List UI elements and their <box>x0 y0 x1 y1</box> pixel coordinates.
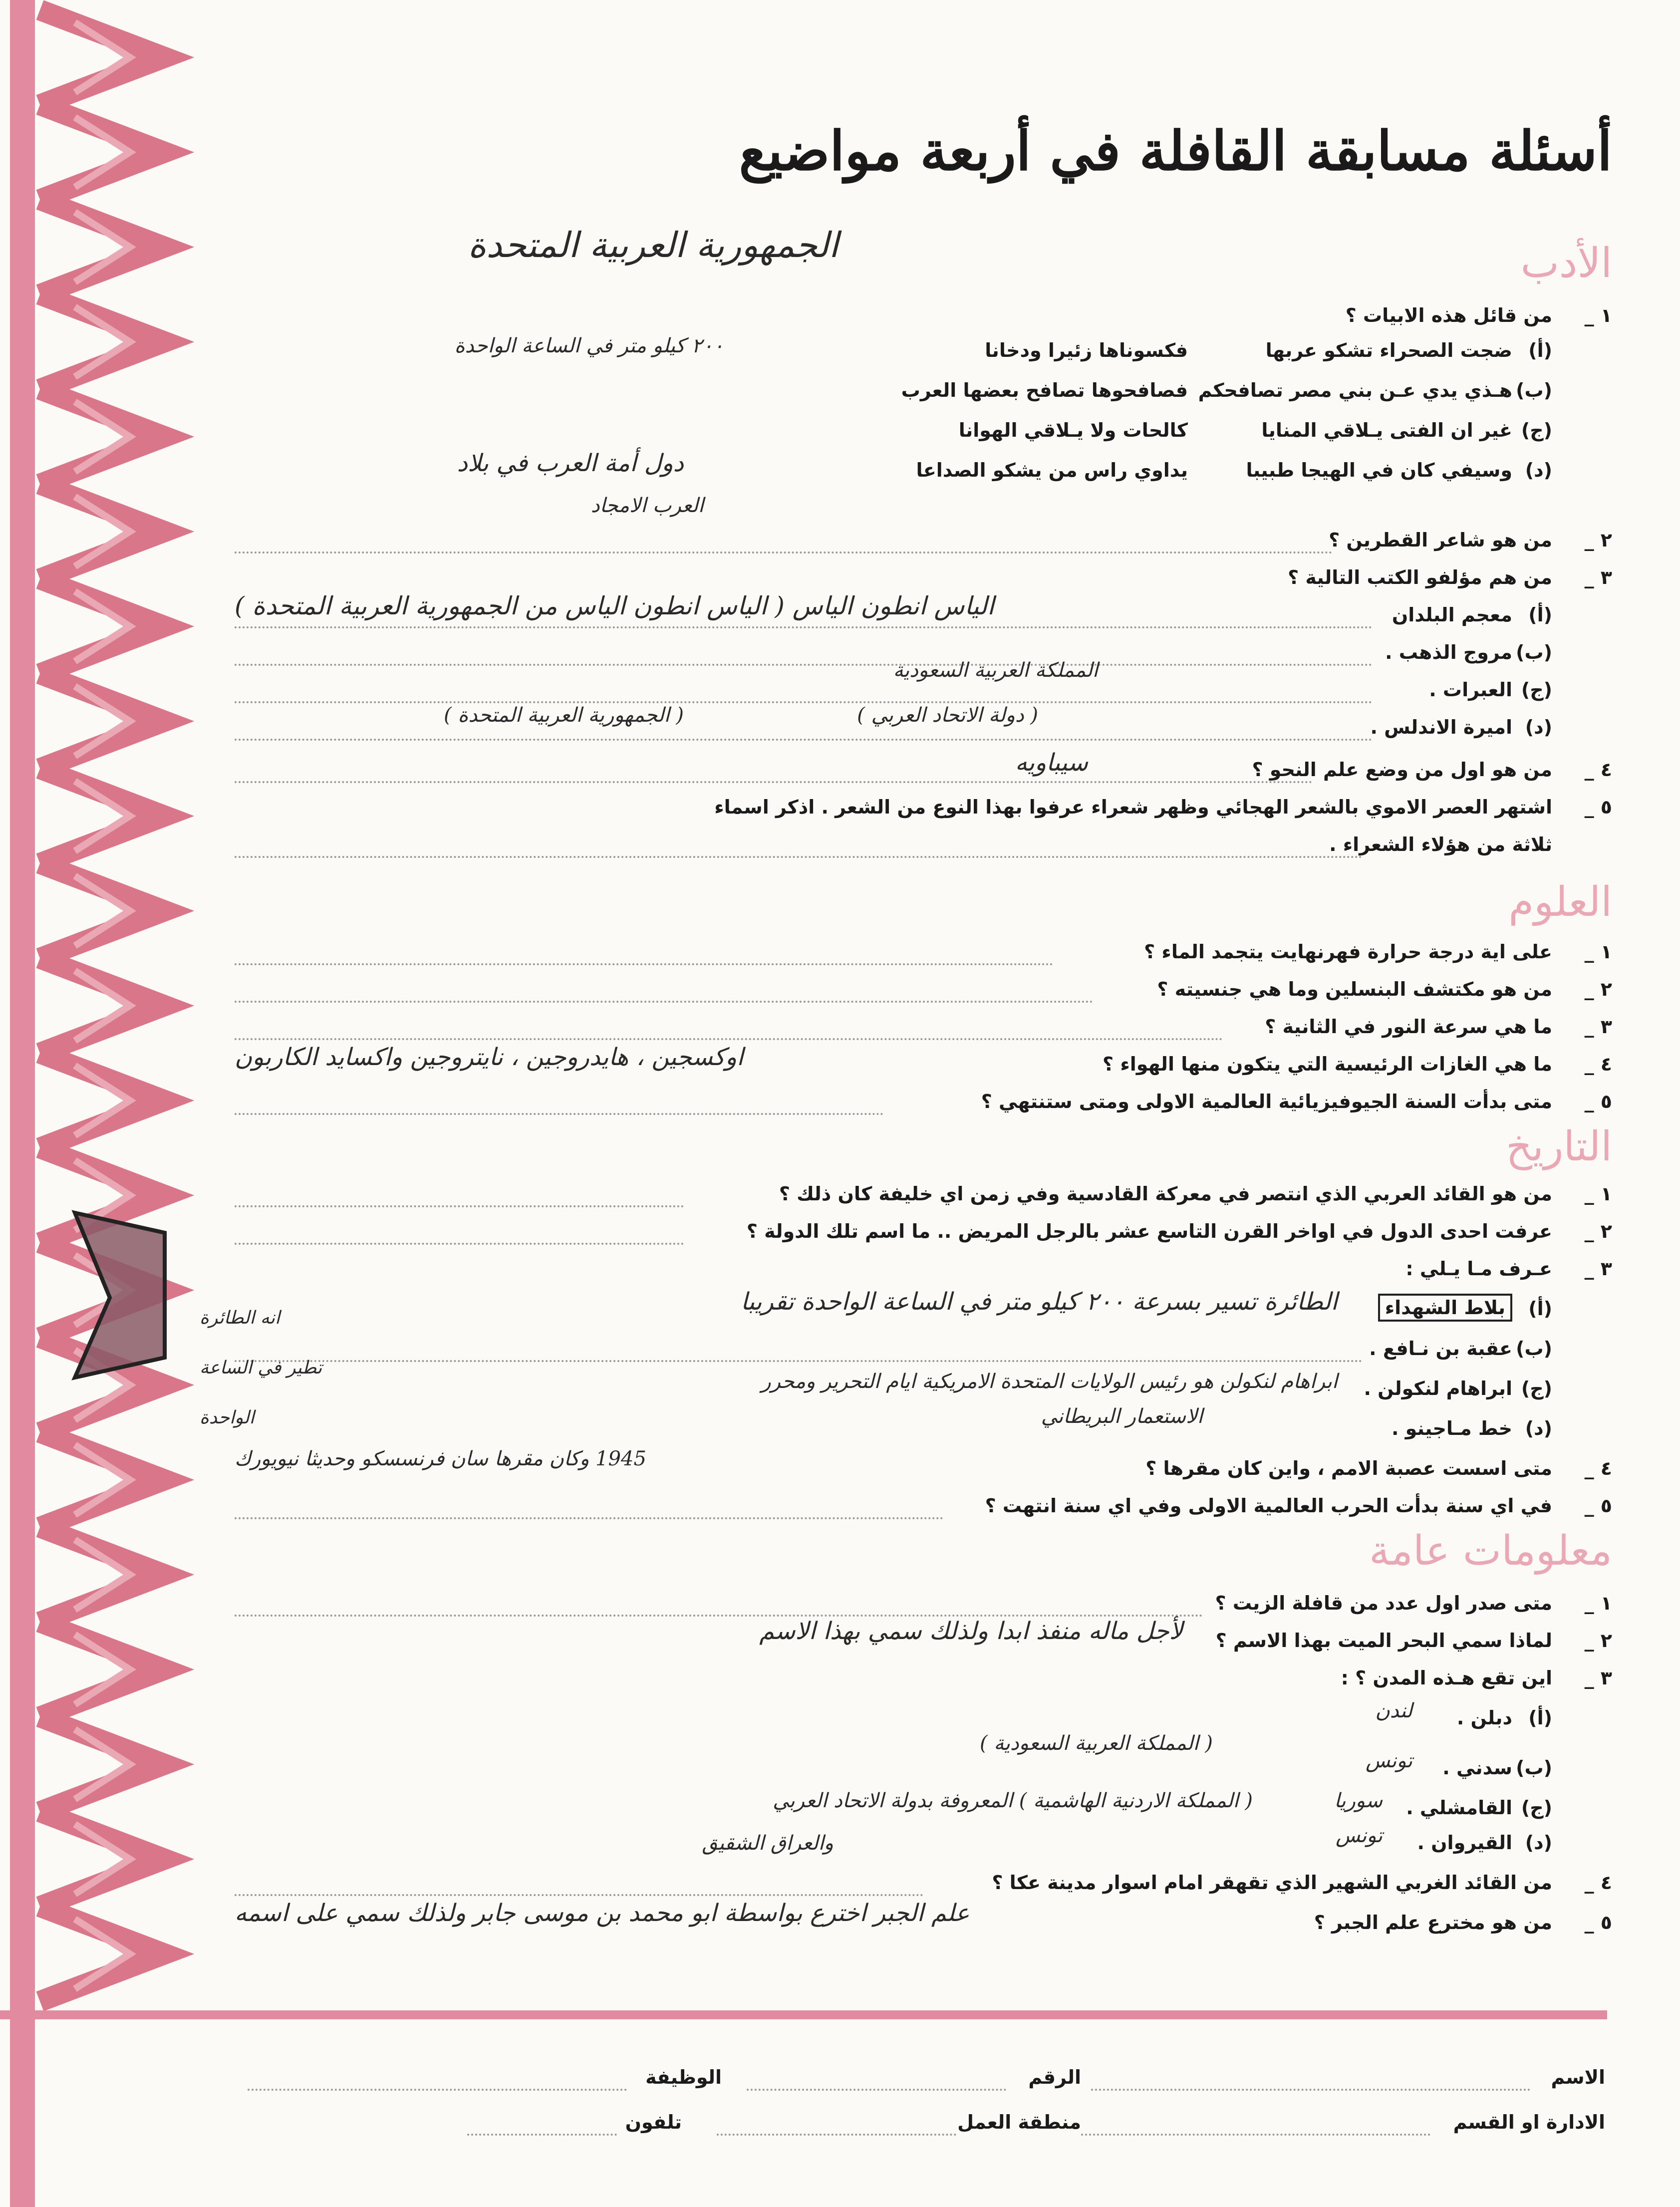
question-text: ما هي الغازات الرئيسية التي يتكون منها الهواء ؟ <box>1103 1053 1552 1075</box>
science-q4 <box>1103 1053 1612 1075</box>
answer-line <box>235 1001 1093 1003</box>
question-number: ١ _ <box>1584 941 1612 963</box>
handwritten-answer: علم الجبر اخترع بواسطة ابو محمد بن موسى جابر ولذلك سمي على اسمه <box>235 1899 970 1927</box>
questionnaire-page <box>200 100 1612 1986</box>
answer-line <box>235 626 1373 628</box>
question-text-continued: ثلاثة من هؤلاء الشعراء . <box>1329 833 1552 855</box>
history-item-label: (أ) <box>1528 1298 1552 1320</box>
verse-right: غير ان الفتى يـلاقي المنايا <box>1261 419 1512 441</box>
question-text: اين تقع هـذه المدن ؟ : <box>1341 1667 1552 1689</box>
book-title: معجم البلدان <box>1392 604 1512 626</box>
chevron-mark <box>40 294 165 389</box>
answer-line <box>235 701 1373 703</box>
history-q1 <box>779 1183 1612 1205</box>
question-number: ٤ _ <box>1584 759 1612 781</box>
work-area-field[interactable] <box>717 2134 956 2136</box>
book-title: مروج الذهب . <box>1385 641 1512 663</box>
verse-right: ضجت الصحراء تشكو عربها <box>1265 339 1512 361</box>
question-number: ٢ _ <box>1584 978 1612 1000</box>
verse-left: فكسوناها زئيرا ودخانا <box>985 339 1188 361</box>
question-text: متى بدأت السنة الجيوفيزيائية العالمية الاولى ومتى ستنتهي ؟ <box>981 1091 1552 1112</box>
chevron-mark <box>40 389 165 484</box>
answer-line <box>235 856 1363 858</box>
question-text: من قائل هذه الابيات ؟ <box>1345 304 1552 326</box>
question-number: ٣ _ <box>1584 566 1612 588</box>
literature-q2 <box>1329 529 1612 551</box>
science-q5 <box>981 1091 1612 1112</box>
phone-label: تلفون <box>625 2111 682 2133</box>
handwritten-answer: تونس <box>1336 1824 1383 1847</box>
history-q4 <box>1145 1457 1612 1479</box>
name-field[interactable] <box>1091 2089 1530 2091</box>
handwritten-answer: لأجل ماله منفذ ابدا ولذلك سمي بهذا الاسم <box>759 1617 1183 1645</box>
answer-line <box>235 1205 684 1207</box>
handwritten-answer: الاستعمار البريطاني <box>1041 1405 1203 1428</box>
question-number: ٢ _ <box>1584 529 1612 551</box>
general-q1 <box>1215 1592 1612 1614</box>
question-number: ٥ _ <box>1584 796 1612 818</box>
chevron-pattern <box>40 10 165 2001</box>
question-text: عرفت احدى الدول في اواخر القرن التاسع عشر بالرجل المريض .. ما اسم تلك الدولة ؟ <box>746 1220 1552 1242</box>
question-number: ٥ _ <box>1584 1912 1612 1933</box>
handwritten-margin-note: الواحدة <box>200 1407 255 1428</box>
answer-line <box>235 781 1313 783</box>
general-q2 <box>1216 1630 1612 1652</box>
city-name: القامشلي . <box>1406 1797 1512 1819</box>
question-number: ٣ _ <box>1584 1016 1612 1038</box>
section-title-general: معلومات عامة <box>1369 1527 1612 1575</box>
book-label: (أ) <box>1528 604 1552 626</box>
chevron-mark <box>40 769 165 863</box>
chevron-mark <box>40 105 165 200</box>
question-number: ٢ _ <box>1584 1630 1612 1652</box>
handwritten-answer: المملكة العربية السعودية <box>893 659 1098 682</box>
handwritten-margin-note: تطير في الساعة <box>200 1358 322 1378</box>
question-text: ما هي سرعة النور في الثانية ؟ <box>1265 1016 1552 1038</box>
book-label: (ج) <box>1521 679 1552 701</box>
science-q3 <box>1265 1016 1612 1038</box>
history-q2 <box>747 1220 1612 1242</box>
literature-q4 <box>1252 759 1612 781</box>
handwritten-answer: تونس <box>1366 1749 1412 1772</box>
literature-q1 <box>1346 304 1612 326</box>
chevron-mark <box>40 863 165 958</box>
handwritten-answer: ( المملكة العربية السعودية ) <box>979 1732 1213 1755</box>
chevron-mark <box>40 1527 165 1622</box>
question-text: على اية درجة حرارة فهرنهايت يتجمد الماء ؟ <box>1144 941 1552 963</box>
question-text: من هو مكتشف البنسلين وما هي جنسيته ؟ <box>1157 978 1552 1000</box>
name-label: الاسم <box>1551 2066 1605 2088</box>
literature-q3 <box>1288 566 1612 588</box>
history-item-label: (د) <box>1525 1417 1552 1439</box>
history-item-label: (ج) <box>1521 1378 1552 1399</box>
verse-label: (أ) <box>1528 339 1552 361</box>
question-number: ٤ _ <box>1584 1053 1612 1075</box>
handwritten-answer: ٢٠٠ كيلو متر في الساعة الواحدة <box>454 334 724 357</box>
verse-label: (د) <box>1525 459 1552 481</box>
handwritten-answer: الياس انطون الياس ( الياس انطون الياس من الجمهورية العربية المتحدة ) <box>235 591 994 620</box>
city-label: (ج) <box>1521 1797 1552 1819</box>
answer-line <box>235 1113 883 1115</box>
number-field[interactable] <box>747 2089 1006 2091</box>
job-label: الوظيفة <box>645 2066 722 2088</box>
chevron-mark <box>40 1053 165 1148</box>
section-title-literature: الأدب <box>1520 240 1612 287</box>
history-item-term: خط مـاجينو . <box>1392 1417 1512 1439</box>
handwritten-answer: دول أمة العرب في بلاد <box>457 449 684 477</box>
history-q3 <box>1405 1258 1612 1280</box>
chevron-mark <box>40 958 165 1053</box>
verse-left: يداوي راس من يشكو الصداعا <box>916 459 1188 481</box>
handwritten-answer: اوكسجين ، هايدروجين ، نايتروجين واكسايد الكاربون <box>235 1043 744 1071</box>
city-label: (أ) <box>1528 1707 1552 1729</box>
section-title-history: التاريخ <box>1506 1123 1612 1170</box>
city-name: القيروان . <box>1417 1832 1512 1854</box>
question-text: من هو مخترع علم الجبر ؟ <box>1314 1912 1552 1933</box>
answer-line <box>235 739 1373 741</box>
verse-label: (ب) <box>1516 379 1552 401</box>
city-name: دبلن . <box>1456 1707 1512 1729</box>
handwritten-answer: سوريا <box>1334 1789 1383 1812</box>
history-item-term: بلاط الشهداء <box>1378 1294 1512 1322</box>
handwritten-answer: ( الجمهورية العربية المتحدة ) <box>444 704 684 727</box>
answer-line <box>235 1243 684 1245</box>
verse-right: هـذي يدي عـن بني مصر تصافحكم <box>1198 379 1512 401</box>
question-text: متى صدر اول عدد من قافلة الزيت ؟ <box>1215 1592 1552 1614</box>
general-q3 <box>1341 1667 1612 1689</box>
history-item-term: ابراهام لنكولن . <box>1364 1378 1512 1399</box>
handwritten-answer: ( دولة الاتحاد العربي ) <box>857 704 1038 727</box>
job-field[interactable] <box>248 2089 627 2091</box>
chevron-mark <box>40 1432 165 1527</box>
department-field[interactable] <box>1081 2134 1430 2136</box>
footer-rule-line <box>0 2006 1680 2026</box>
hand-drawn-arrow-mark <box>75 1213 165 1378</box>
handwritten-answer: والعراق الشقيق <box>702 1832 834 1855</box>
question-text: من هم مؤلفو الكتب التالية ؟ <box>1288 566 1552 588</box>
book-label: (ب) <box>1516 641 1552 663</box>
question-text: في اي سنة بدأت الحرب العالمية الاولى وفي اي سنة انتهت ؟ <box>985 1495 1552 1517</box>
verse-left: فصافحوها تصافح بعضها العرب <box>901 379 1188 401</box>
history-q5 <box>985 1495 1612 1517</box>
history-item-label: (ب) <box>1516 1338 1552 1360</box>
question-text: من هو اول من وضع علم النحو ؟ <box>1252 759 1552 781</box>
border-stripe <box>10 0 35 2207</box>
question-text: اشتهر العصر الاموي بالشعر الهجائي وظهر شعراء عرفوا بهذا النوع من الشعر . اذكر اسماء <box>714 796 1552 818</box>
answer-line <box>235 1038 1223 1040</box>
question-text: لماذا سمي البحر الميت بهذا الاسم ؟ <box>1215 1630 1552 1652</box>
chevron-mark <box>40 10 165 105</box>
literature-q5 <box>714 796 1612 818</box>
chevron-mark <box>40 1812 165 1907</box>
verse-left: كالحات ولا يـلاقي الهوانا <box>958 419 1188 441</box>
verse-right: وسيفي كان في الهيجا طبيبا <box>1246 459 1512 481</box>
chevron-mark <box>40 1907 165 2001</box>
answer-line <box>235 664 1373 666</box>
handwritten-answer: سيباويه <box>1015 749 1088 777</box>
handwritten-answer: الطائرة تسير بسرعة ٢٠٠ كيلو متر في الساعة الواحدة تقريبا <box>741 1288 1338 1316</box>
question-text: من هو شاعر القطرين ؟ <box>1329 529 1552 551</box>
question-number: ١ _ <box>1584 1183 1612 1205</box>
handwritten-answer: ابراهام لنكولن هو رئيس الولايات المتحدة الامريكية ايام التحرير ومحرر <box>761 1370 1338 1393</box>
question-number: ٣ _ <box>1584 1258 1612 1280</box>
department-label: الادارة او القسم <box>1453 2111 1605 2133</box>
general-q4 <box>992 1872 1612 1894</box>
science-q1 <box>1144 941 1612 963</box>
page-title: أسئلة مسابقة القافلة في أربعة مواضيع <box>739 120 1612 183</box>
participant-info-form <box>0 2036 1680 2186</box>
answer-line <box>235 1615 1203 1617</box>
question-text: من هو القائد العربي الذي انتصر في معركة القادسية وفي زمن اي خليفة كان ذلك ؟ <box>779 1183 1552 1205</box>
question-number: ٣ _ <box>1584 1667 1612 1689</box>
phone-field[interactable] <box>467 2134 617 2136</box>
answer-line <box>235 963 1053 965</box>
handwritten-answer: العرب الامجاد <box>590 494 704 517</box>
history-item-term: عقبة بن نـافع . <box>1369 1338 1512 1360</box>
book-label: (د) <box>1525 716 1552 738</box>
verse-label: (ج) <box>1521 419 1552 441</box>
question-number: ٤ _ <box>1584 1872 1612 1894</box>
work-area-label: منطقة العمل <box>957 2111 1081 2133</box>
general-q5 <box>1314 1912 1612 1933</box>
science-q2 <box>1157 978 1612 1000</box>
handwritten-answer: ( المملكة الاردنية الهاشمية ) المعروفة بدولة الاتحاد العربي <box>773 1789 1253 1812</box>
zigzag-border-art <box>0 0 195 2207</box>
number-label: الرقم <box>1028 2066 1081 2088</box>
question-number: ٤ _ <box>1584 1457 1612 1479</box>
question-number: ١ _ <box>1584 304 1612 326</box>
answer-line <box>235 552 1333 553</box>
chevron-mark <box>40 1717 165 1812</box>
question-number: ٥ _ <box>1584 1091 1612 1112</box>
handwritten-answer: 1945 وكان مقرها سان فرنسسكو وحديثا نيويورك <box>235 1447 646 1470</box>
handwritten-margin-note: انه الطائرة <box>200 1308 280 1328</box>
question-number: ٢ _ <box>1584 1220 1612 1242</box>
question-text: من القائد الغربي الشهير الذي تقهقر امام اسوار مدينة عكا ؟ <box>992 1872 1552 1894</box>
book-title: اميرة الاندلس . <box>1370 716 1512 738</box>
chevron-mark <box>40 674 165 769</box>
question-text: متى اسست عصبة الامم ، واين كان مقرها ؟ <box>1145 1457 1552 1479</box>
answer-line <box>235 1360 1363 1362</box>
question-number: ٥ _ <box>1584 1495 1612 1517</box>
city-label: (ب) <box>1516 1757 1552 1779</box>
chevron-mark <box>40 579 165 674</box>
handwritten-country-note: الجمهورية العربية المتحدة <box>468 225 839 266</box>
chevron-mark <box>40 484 165 579</box>
chevron-mark <box>40 200 165 294</box>
chevron-mark <box>40 1622 165 1717</box>
question-text: عـرف مـا يـلي : <box>1405 1258 1552 1280</box>
answer-line <box>235 1894 923 1896</box>
handwritten-answer: لندن <box>1375 1699 1412 1722</box>
question-number: ١ _ <box>1584 1592 1612 1614</box>
answer-line <box>235 1517 943 1519</box>
book-title: العبرات . <box>1429 679 1512 701</box>
city-label: (د) <box>1525 1832 1552 1854</box>
city-name: سدني . <box>1442 1757 1512 1779</box>
section-title-science: العلوم <box>1508 878 1612 926</box>
